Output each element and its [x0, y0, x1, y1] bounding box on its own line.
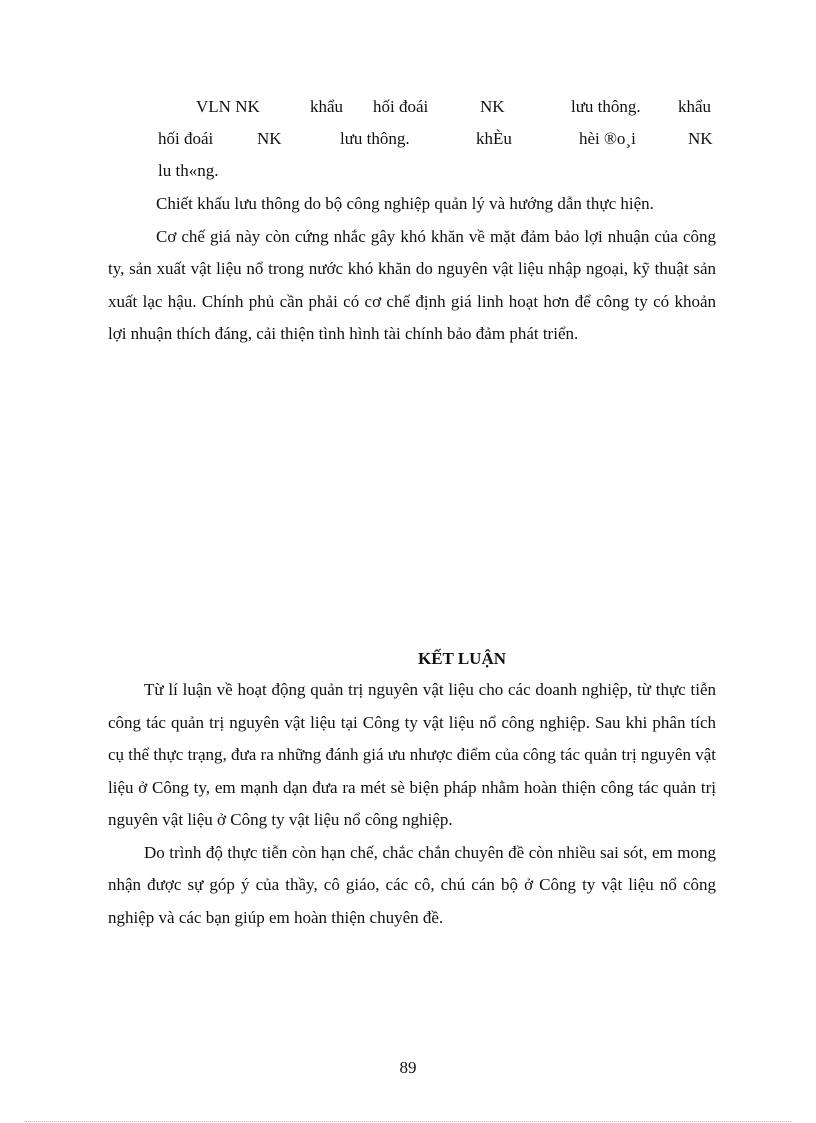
- garbled-word: lưu thông.: [340, 129, 410, 148]
- garbled-word: NK: [480, 97, 505, 116]
- page-number: 89: [399, 1058, 417, 1077]
- garbled-word: NK: [688, 129, 713, 148]
- paragraph-pricing-mechanism: Cơ chế giá này còn cứng nhắc gây khó khăn về mặt đảm bảo lợi nhuận của công ty, sản xuất vật liệu nổ trong nước khó khăn do nguyên vật liệu nhập ngoại, kỹ thuật sản xuất lạc hậu. Chính phủ cần phải có cơ chế định giá linh hoạt hơn để công ty có khoản lợi nhuận thích đáng, cải thiện tình hình tài chính bảo đảm phát triển.: [108, 226, 716, 343]
- garbled-word: hối đoái: [373, 97, 429, 116]
- garbled-word: khẩu: [310, 97, 344, 116]
- body-text-upper: [108, 188, 716, 351]
- paragraph-conclusion-2: Do trình độ thực tiễn còn hạn chế, chắc chắn chuyên đề còn nhiều sai sót, em mong nhận được sự góp ý của thầy, cô giáo, các cô, chú cán bộ ở Công ty vật liệu nổ công nghiệp và các bạn giúp em hoàn thiện chuyên đề.: [108, 842, 716, 927]
- garbled-word: lưu thông.: [571, 97, 641, 116]
- conclusion-heading: KẾT LUẬN: [417, 649, 506, 668]
- paragraph-discount: Chiết khấu lưu thông do bộ công nghiệp quản lý và hướng dẫn thực hiện.: [156, 194, 654, 213]
- paragraph-conclusion-1: Từ lí luận về hoạt động quản trị nguyên vật liệu cho các doanh nghiệp, từ thực tiễn công tác quản trị nguyên vật liệu tại Công ty vật liệu nổ công nghiệp. Sau khi phân tích cụ thể thực trạng, đưa ra những đánh giá ưu nhược điểm của công tác quản trị nguyên vật liệu ở Công ty, em mạnh dạn đưa ra mét sè biện pháp nhằm hoàn thiện công tác quản trị nguyên vật liệu ở Công ty vật liệu nổ công nghiệp.: [108, 680, 716, 829]
- garbled-word: khÈu: [476, 129, 512, 148]
- body-text-conclusion: [108, 674, 716, 934]
- garbled-word: NK: [257, 129, 282, 148]
- garbled-word: hối đoái: [158, 129, 214, 148]
- garbled-word: VLN NK: [196, 97, 260, 116]
- garbled-word: khẩu: [678, 97, 712, 116]
- page-edge-divider: [25, 1121, 791, 1122]
- garbled-word: hèi ®o¸i: [579, 129, 636, 148]
- garbled-word: lu th«ng.: [158, 161, 219, 180]
